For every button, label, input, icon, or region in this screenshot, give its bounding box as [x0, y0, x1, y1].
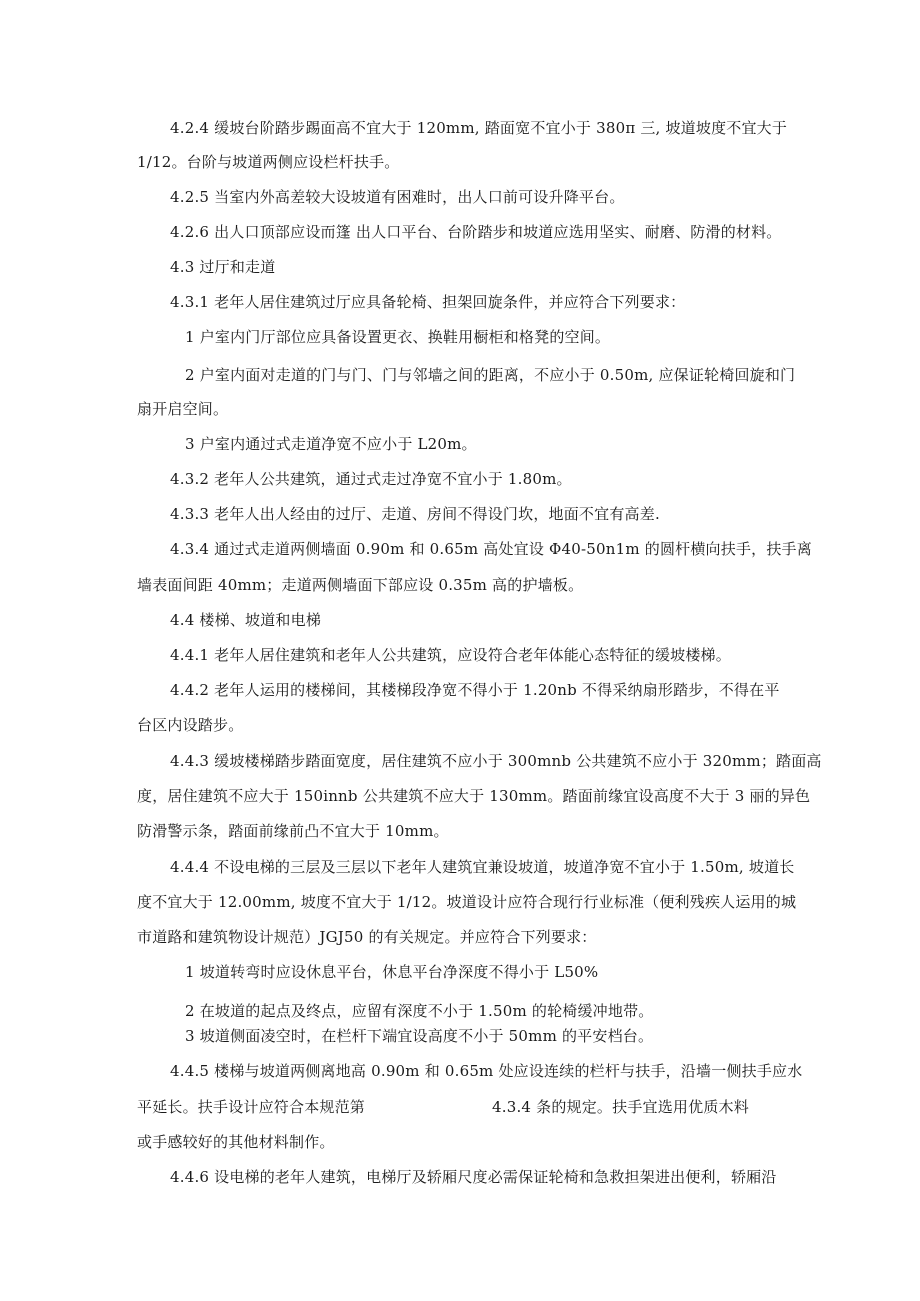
- text-line: 防滑警示条，踏面前缘前凸不宜大于 10mm。: [137, 822, 449, 840]
- text-line: 墙表面间距 40mm；走道两侧墙面下部应设 0.35m 高的护墙板。: [137, 576, 584, 594]
- text-line: 4.4.6 设电梯的老年人建筑，电梯厅及轿厢尺度必需保证轮椅和急救担架进出便利，轿厢沿: [170, 1168, 777, 1186]
- text-line: 4.2.4 缓坡台阶踏步踢面高不宜大于 120mm, 踏面宽不宜小于 380π 三, 坡道坡度不宜大于: [170, 119, 788, 137]
- text-line: 4.2.5 当室内外高差较大设坡道有困难时，出人口前可设升降平台。: [170, 188, 625, 206]
- text-line: 2 在坡道的起点及终点，应留有深度不小于 1.50m 的轮椅缓冲地带。: [185, 1002, 654, 1020]
- text-line: 4.3.1 老年人居住建筑过厅应具备轮椅、担架回旋条件，并应符合下列要求：: [170, 293, 686, 311]
- text-line: 4.4.3 缓坡楼梯踏步踏面宽度，居住建筑不应小于 300mnb 公共建筑不应小于 320mm；踏面高: [170, 752, 822, 770]
- text-line: 4.3.4 通过式走道两侧墙面 0.90m 和 0.65m 高处宜设 Φ40-50n1m 的圆杆横向扶手，扶手离: [170, 540, 812, 558]
- text-line: 台区内设踏步。: [137, 716, 244, 734]
- text-line: 4.3.4 条的规定。扶手宜选用优质木料: [492, 1098, 749, 1116]
- text-line: 度，居住建筑不应大于 150ⅰnnb 公共建筑不应大于 130mm。踏面前缘宜设高度不大于 3 丽的异色: [137, 787, 811, 805]
- text-line: 1/12。台阶与坡道两侧应设栏杆扶手。: [137, 153, 400, 171]
- text-line: 4.4.4 不设电梯的三层及三层以下老年人建筑宜兼设坡道，坡道净宽不宜小于 1.50m, 坡道长: [170, 858, 795, 876]
- text-line: 扇开启空间。: [137, 400, 229, 418]
- text-line: 或手感较好的其他材料制作。: [137, 1133, 335, 1151]
- text-line: 4.4.1 老年人居住建筑和老年人公共建筑，应设符合老年体能心态特征的缓坡楼梯。: [170, 646, 731, 664]
- text-line: 平延长。扶手设计应符合本规范第: [137, 1098, 366, 1116]
- text-line: 4.3.3 老年人出人经由的过厅、走道、房间不得设门坎，地面不宜有高差.: [170, 505, 660, 523]
- section-heading: 4.4 楼梯、坡道和电梯: [170, 611, 322, 629]
- text-line: 4.2.6 出人口顶部应设而篷 出人口平台、台阶踏步和坡道应选用坚实、耐磨、防滑的材料。: [170, 223, 782, 241]
- text-line: 1 坡道转弯时应设休息平台，休息平台净深度不得小于 L50%: [185, 963, 599, 981]
- text-line: 4.4.5 楼梯与坡道两侧离地高 0.90m 和 0.65m 处应设连续的栏杆与扶手，沿墙一侧扶手应水: [170, 1062, 803, 1080]
- text-line: 4.4.2 老年人运用的楼梯间，其楼梯段净宽不得小于 1.20nb 不得采纳扇形踏步，不得在平: [170, 681, 780, 699]
- text-line: 度不宜大于 12.00mm, 坡度不宜大于 1/12。坡道设计应符合现行行业标准（便利残疾人运用的城: [137, 893, 797, 911]
- text-line: 1 户室内门厅部位应具备设置更衣、换鞋用橱柜和格凳的空间。: [185, 328, 611, 346]
- text-line: 4.3.2 老年人公共建筑，通过式走过净宽不宜小于 1.80m。: [170, 470, 572, 488]
- text-line: 3 户室内通过式走道净宽不应小于 L20m。: [185, 435, 477, 453]
- text-line: 2 户室内面对走道的门与门、门与邻墙之间的距离，不应小于 0.50m, 应保证轮椅回旋和门: [185, 366, 796, 384]
- text-line: 3 坡道侧面凌空时，在栏杆下端宜设高度不小于 50mm 的平安档台。: [185, 1027, 654, 1045]
- text-line: 市道路和建筑物设计规范）JGJ50 的有关规定。并应符合下列要求：: [137, 928, 597, 946]
- section-heading: 4.3 过厅和走道: [170, 258, 276, 276]
